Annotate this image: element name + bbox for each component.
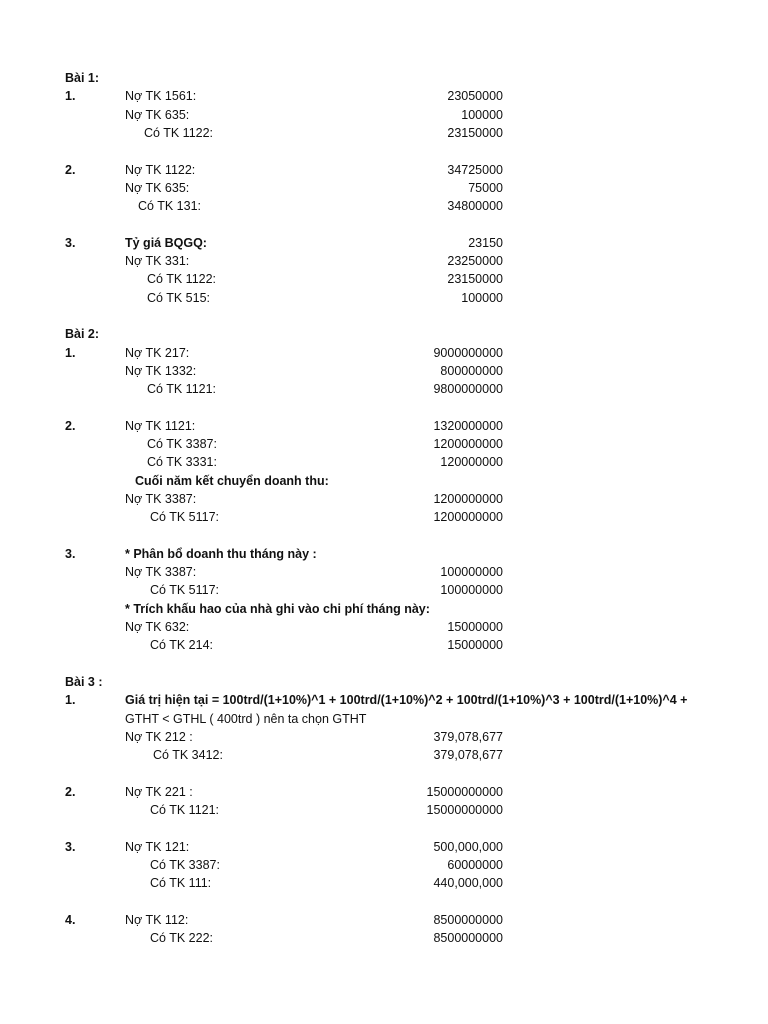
row-number-cell: 4. [65,912,76,927]
amount-cell: 15000000000 [426,784,503,799]
row-number-cell: 3. [65,546,76,561]
entry-label-cell: Có TK 3331: [147,455,217,470]
sheet-row [0,289,768,307]
row-number-cell: 1. [65,89,76,104]
entry-label-cell: Nợ TK 635: [125,107,190,122]
entry-label-cell: Có TK 111: [150,876,212,891]
sheet-row [0,728,768,746]
sheet-row [0,783,768,801]
sheet-row [0,856,768,874]
row-number-cell: 2. [65,162,76,177]
amount-cell: 23050000 [447,89,503,104]
sheet-row [0,581,768,599]
entry-label-cell: Có TK 214: [150,638,214,653]
row-number-cell: 2. [65,418,76,433]
amount-cell: 23150 [468,235,503,250]
entry-label-cell: Nợ TK 1561: [125,89,197,104]
row-number-cell: Bài 3 : [65,674,103,689]
sheet-row [0,234,768,252]
entry-label-cell: Giá trị hiện tại = 100trd/(1+10%)^1 + 100trd/(1+10%)^2 + 100trd/(1+10%)^3 + 100trd/(1+10%)^4 + [125,693,688,708]
sheet-row [0,69,768,87]
row-number-cell: 3. [65,839,76,854]
amount-cell: 1320000000 [433,418,503,433]
entry-label-cell: Có TK 222: [150,931,214,946]
amount-cell: 9000000000 [433,345,503,360]
amount-cell: 100000 [461,290,503,305]
amount-cell: 8500000000 [433,931,503,946]
amount-cell: 23150000 [447,125,503,140]
amount-cell: 15000000000 [426,803,503,817]
sheet-row [0,179,768,197]
amount-cell: 1200000000 [433,437,503,451]
entry-label-cell: Nợ TK 1121: [125,418,196,433]
entry-label-cell: Nợ TK 635: [125,180,190,195]
entry-label-cell: * Phân bổ doanh thu tháng này : [125,546,317,561]
entry-label-cell: Có TK 1122: [147,272,217,287]
amount-cell: 500,000,000 [433,839,503,854]
amount-cell: 100000000 [440,583,503,598]
amount-cell: 1200000000 [433,510,503,525]
sheet-row [0,417,768,435]
amount-cell: 75000 [468,180,503,195]
amount-cell: 1200000000 [433,491,503,506]
row-number-cell: 3. [65,235,76,250]
entry-label-cell: Có TK 5117: [150,510,220,525]
amount-cell: 60000000 [447,857,503,872]
entry-label-cell: Có TK 515: [147,290,211,305]
entry-label-cell: Cuối năm kết chuyển doanh thu: [135,473,329,488]
entry-label-cell: Nợ TK 221 : [125,784,193,799]
sheet-row [0,911,768,929]
entry-label-cell: Nợ TK 1332: [125,363,197,378]
entry-label-cell: Có TK 5117: [150,583,220,598]
sheet-row [0,691,768,709]
sheet-row [0,270,768,288]
row-number-cell: Bài 1: [65,71,100,85]
entry-label-cell: Có TK 131: [138,199,202,214]
sheet-row [0,344,768,362]
sheet-row [0,636,768,654]
amount-cell: 8500000000 [433,912,503,927]
sheet-row [0,161,768,179]
sheet-row [0,453,768,471]
amount-cell: 100000000 [440,565,503,580]
amount-cell: 23150000 [447,272,503,287]
entry-label-cell: Có TK 1122: [144,125,214,140]
sheet-row [0,197,768,215]
sheet-row [0,362,768,380]
entry-label-cell: Nợ TK 212 : [125,729,193,744]
amount-cell: 800000000 [440,363,503,378]
amount-cell: 23250000 [447,254,503,268]
row-number-cell: 1. [65,693,76,708]
entry-label-cell: * Trích khấu hao của nhà ghi vào chi phí tháng này: [125,601,430,616]
sheet-row [0,472,768,490]
sheet-row [0,929,768,947]
amount-cell: 34800000 [447,199,503,214]
amount-cell: 34725000 [447,162,503,177]
sheet-row [0,801,768,819]
sheet-row [0,710,768,728]
entry-label-cell: Nợ TK 217: [125,345,190,360]
sheet-row [0,563,768,581]
sheet-row [0,380,768,398]
sheet-row [0,508,768,526]
sheet-row [0,874,768,892]
sheet-row [0,838,768,856]
sheet-row [0,124,768,142]
row-number-cell: 1. [65,345,76,360]
sheet-row [0,746,768,764]
sheet-row [0,600,768,618]
entry-label-cell: Có TK 3387: [147,437,217,451]
amount-cell: 15000000 [447,638,503,653]
entry-label-cell: Có TK 3412: [153,748,223,763]
amount-cell: 9800000000 [433,382,503,397]
sheet-row [0,618,768,636]
amount-cell: 379,078,677 [433,729,503,744]
amount-cell: 379,078,677 [433,748,503,763]
amount-cell: 440,000,000 [433,876,503,891]
sheet-row [0,545,768,563]
amount-cell: 15000000 [447,620,503,634]
entry-label-cell: Có TK 1121: [147,382,217,397]
sheet-row [0,325,768,343]
entry-label-cell: Nợ TK 632: [125,620,190,634]
sheet-row [0,87,768,105]
amount-cell: 120000000 [440,455,503,470]
entry-label-cell: Tỷ giá BQGQ: [125,235,207,250]
entry-label-cell: Nợ TK 112: [125,912,189,927]
entry-label-cell: Nợ TK 3387: [125,565,197,580]
row-number-cell: 2. [65,784,76,799]
sheet-row [0,490,768,508]
entry-label-cell: Nợ TK 3387: [125,491,197,506]
sheet-row [0,673,768,691]
sheet-row [0,252,768,270]
entry-label-cell: Nợ TK 1122: [125,162,196,177]
entry-label-cell: Có TK 3387: [150,857,220,872]
sheet-row [0,435,768,453]
entry-label-cell: Nợ TK 121: [125,839,190,854]
entry-label-cell: Có TK 1121: [150,803,220,817]
row-number-cell: Bài 2: [65,327,100,342]
sheet-row [0,106,768,124]
entry-label-cell: GTHT < GTHL ( 400trd ) nên ta chọn GTHT [125,711,367,726]
entry-label-cell: Nợ TK 331: [125,254,190,268]
amount-cell: 100000 [461,107,503,122]
